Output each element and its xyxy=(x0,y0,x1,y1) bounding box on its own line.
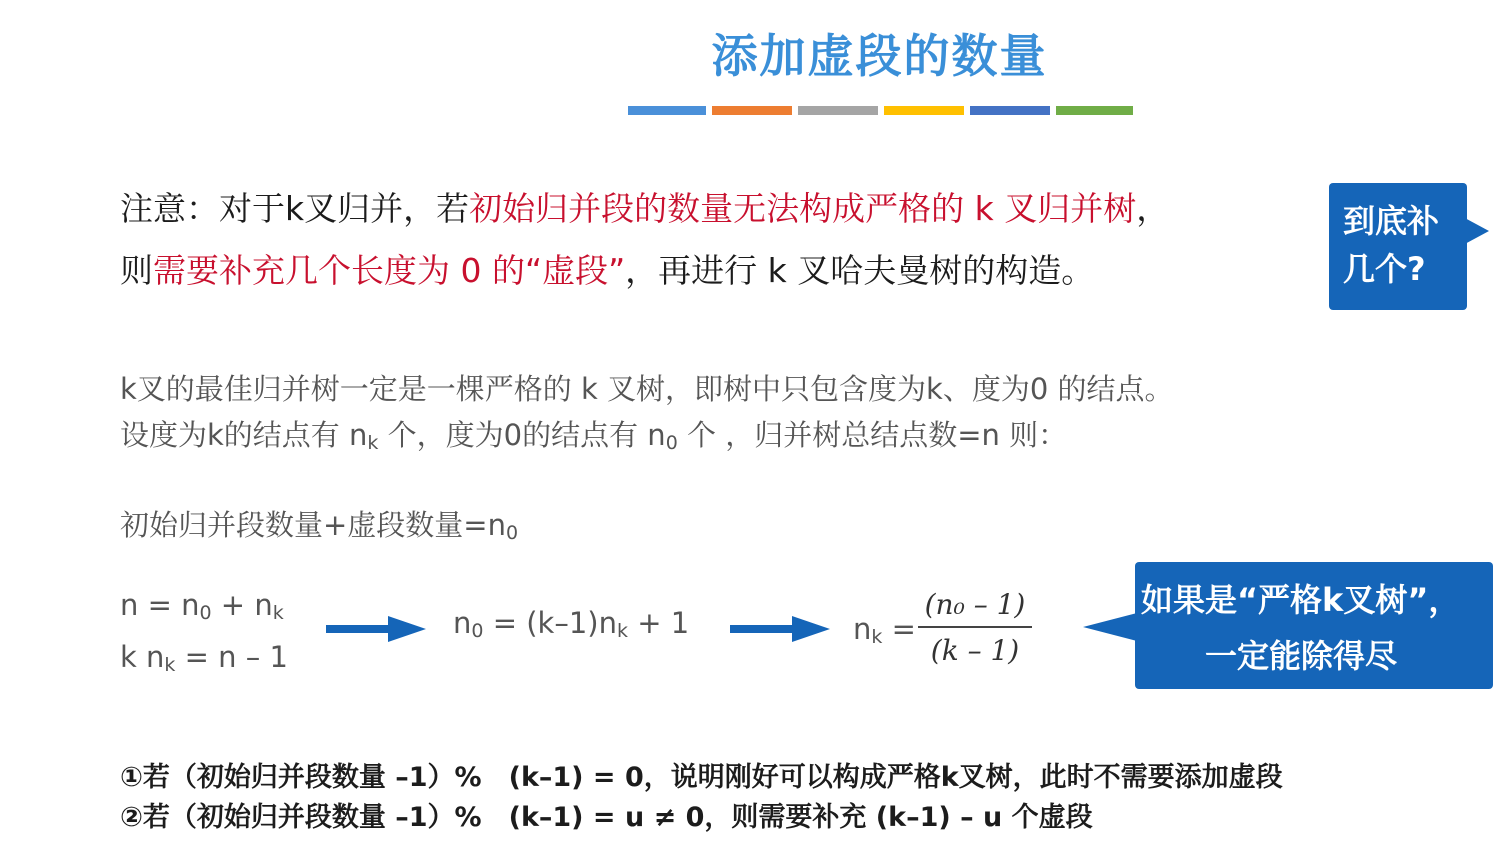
text: = n – 1 xyxy=(175,640,288,674)
callout-how-many xyxy=(1329,183,1467,310)
color-bar-2 xyxy=(712,106,792,115)
callout-line: 如果是“严格k叉树”， xyxy=(1141,581,1461,619)
subscript: 0 xyxy=(199,602,212,624)
text: = (k–1)n xyxy=(483,606,617,640)
color-bar-1 xyxy=(628,106,706,115)
paragraph-line-1: k叉的最佳归并树一定是一棵严格的 k 叉树，即树中只包含度为k、度为0 的结点。 xyxy=(120,372,1174,406)
explanation-paragraph xyxy=(120,366,1174,466)
note-text: ，再进行 k 叉哈夫曼树的构造。 xyxy=(625,251,1095,290)
arrow-right-icon xyxy=(730,616,830,642)
color-bar-5 xyxy=(970,106,1050,115)
callout-pointer xyxy=(1463,217,1489,245)
note-line-1 xyxy=(120,178,1169,240)
rules-block xyxy=(120,758,1283,838)
fraction-numerator: (n₀ – 1) xyxy=(924,588,1026,621)
text: k n xyxy=(120,640,165,674)
note-block xyxy=(120,178,1169,302)
subscript: 0 xyxy=(665,432,678,454)
text: n xyxy=(853,612,872,646)
subscript: k xyxy=(272,602,284,624)
subscript: k xyxy=(616,620,628,642)
text: + n xyxy=(211,588,273,622)
equation-edges xyxy=(120,635,288,687)
equation-nk-lhs xyxy=(853,612,916,648)
text: 个 ，归并树总结点数=n 则： xyxy=(677,418,1068,452)
subscript: 0 xyxy=(471,620,484,642)
text: n = n xyxy=(120,588,200,622)
segments-equation xyxy=(120,503,518,555)
subscript: k xyxy=(164,654,176,676)
subscript: 0 xyxy=(505,522,519,544)
callout-line: 几个? xyxy=(1343,250,1426,288)
arrow-right-icon xyxy=(326,616,426,642)
text: 个，度为0的结点有 n xyxy=(378,418,666,452)
text: 初始归并段数量+虚段数量=n xyxy=(120,508,506,542)
fraction-bar xyxy=(918,626,1032,628)
color-bar-3 xyxy=(798,106,878,115)
equation-total-nodes xyxy=(120,583,288,635)
paragraph-line-2 xyxy=(120,412,1174,466)
fraction xyxy=(918,586,1032,670)
color-bar-6 xyxy=(1056,106,1133,115)
slide-title: 添加虚段的数量 xyxy=(711,29,1048,83)
fraction-denominator: (k – 1) xyxy=(930,634,1020,667)
rule-2: ②若（初始归并段数量 –1）% (k–1) = u ≠ 0，则需要补充 (k–1) – u 个虚段 xyxy=(120,802,1093,833)
note-text: 注意：对于k叉归并，若 xyxy=(120,189,470,228)
equation-system xyxy=(120,583,288,687)
callout-divisible xyxy=(1135,562,1493,689)
callout-line: 一定能除得尽 xyxy=(1205,637,1398,675)
note-text: 则 xyxy=(120,251,153,290)
callout-pointer xyxy=(1083,613,1137,641)
text: n xyxy=(453,606,472,640)
subscript: k xyxy=(367,432,379,454)
note-line-2 xyxy=(120,240,1169,302)
color-bar-4 xyxy=(884,106,964,115)
text: 设度为k的结点有 n xyxy=(120,418,368,452)
note-highlight: 初始归并段的数量无法构成严格的 k 叉归并树 xyxy=(469,189,1137,228)
subscript: k xyxy=(871,626,883,648)
note-text: ， xyxy=(1136,189,1170,228)
rule-1: ①若（初始归并段数量 –1）% (k–1) = 0，说明刚好可以构成严格k叉树，此时不需要添加虚段 xyxy=(120,762,1283,793)
text: + 1 xyxy=(628,606,690,640)
note-highlight: 需要补充几个长度为 0 的“虚段” xyxy=(153,251,626,290)
callout-line: 到底补 xyxy=(1343,202,1440,240)
equation-n0 xyxy=(453,606,689,642)
title-color-bars xyxy=(628,106,1133,115)
text: = xyxy=(882,612,916,646)
